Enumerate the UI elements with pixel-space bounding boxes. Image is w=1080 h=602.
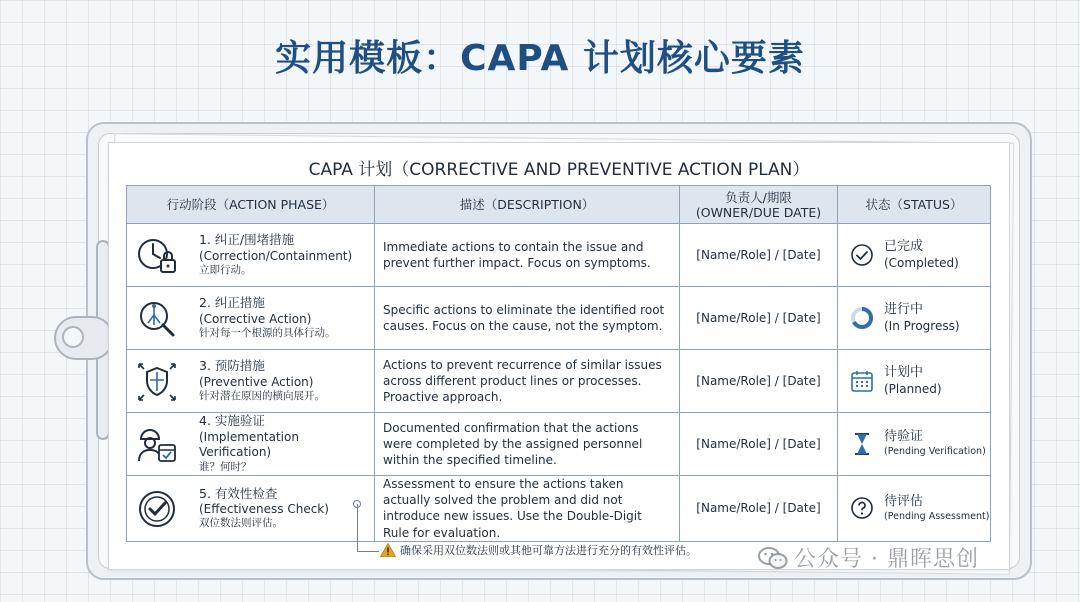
phase-english: (Correction/Containment): [199, 248, 353, 263]
status-label: 待验证: [884, 429, 924, 445]
phase-subtitle: 立即行动。: [199, 264, 252, 277]
watermark: [758, 542, 979, 573]
description-cell: Specific actions to eliminate the identified root causes. Focus on the cause, not the symptom.: [375, 287, 680, 350]
shield-arrows-icon: [135, 360, 179, 404]
sheet-title: CAPA 计划（CORRECTIVE AND PREVENTIVE ACTION PLAN）: [308, 160, 810, 180]
description-cell: Actions to prevent recurrence of similar issues across different product lines or processes. Proactive approach.: [375, 350, 680, 413]
phase-subtitle: 谁？何时？: [199, 460, 252, 473]
header-owner: [680, 186, 838, 224]
header-phase: 行动阶段（ACTION PHASE）: [127, 186, 375, 224]
table-row: [127, 350, 991, 413]
phase-cell: [127, 287, 375, 350]
phase-cell: [127, 413, 375, 476]
phase-english: (Effectiveness Check): [199, 501, 329, 516]
phase-cell: [127, 224, 375, 287]
phase-name: 2. 纠正措施: [199, 295, 265, 311]
phase-name: 1. 纠正/围堵措施: [199, 232, 295, 248]
status-english: (Planned): [884, 381, 942, 396]
calendar-icon: [850, 369, 874, 393]
inspector-calendar-icon: [135, 423, 179, 467]
status-english: (Pending Assessment): [884, 510, 990, 522]
phase-english: (Corrective Action): [199, 311, 312, 326]
status-cell: [838, 350, 991, 413]
status-cell: [838, 287, 991, 350]
footnote: [380, 542, 697, 558]
phase-cell: [127, 350, 375, 413]
status-label: 已完成: [884, 238, 924, 254]
status-english: (In Progress): [884, 318, 960, 333]
phase-subtitle: 针对每一个根源的具体行动。: [199, 327, 336, 340]
capa-table: [126, 185, 991, 542]
clock-lock-icon: [135, 234, 179, 278]
clipboard-hole: [62, 326, 84, 348]
owner-cell: [Name/Role] / [Date]: [680, 413, 838, 476]
progress-ring-icon: [850, 306, 874, 330]
phase-cell: [127, 476, 375, 542]
table-row: [127, 413, 991, 476]
warning-icon: [380, 543, 396, 557]
footnote-text: 确保采用双位数法则或其他可靠方法进行充分的有效性评估。: [400, 544, 697, 557]
status-label: 待评估: [884, 493, 924, 509]
table-row: [127, 287, 991, 350]
root-magnifier-icon: [135, 297, 179, 341]
header-status: 状态（STATUS）: [838, 186, 991, 224]
wechat-icon: [758, 546, 788, 570]
table-row: [127, 224, 991, 287]
table-row: [127, 476, 991, 542]
status-label: 计划中: [884, 364, 924, 380]
status-cell: [838, 224, 991, 287]
hourglass-icon: [850, 432, 874, 456]
status-label: 进行中: [884, 301, 924, 317]
table-header-row: [127, 186, 991, 224]
description-cell: Immediate actions to contain the issue and prevent further impact. Focus on symptoms.: [375, 224, 680, 287]
phase-name: 3. 预防措施: [199, 358, 265, 374]
header-owner-line1: 负责人/期限: [725, 189, 792, 205]
owner-cell: [Name/Role] / [Date]: [680, 350, 838, 413]
description-cell: Assessment to ensure the actions taken actually solved the problem and did not introduce new issues. Use the Double-Digit Rule for evaluation.: [375, 476, 680, 542]
phase-english: (Implementation Verification): [199, 429, 299, 460]
phase-subtitle: 双位数法则评估。: [199, 517, 283, 530]
question-circle-icon: [850, 496, 874, 520]
owner-cell: [Name/Role] / [Date]: [680, 476, 838, 542]
phase-name: 5. 有效性检查: [199, 485, 278, 501]
status-english: (Completed): [884, 255, 959, 270]
header-description: 描述（DESCRIPTION）: [375, 186, 680, 224]
phase-subtitle: 针对潜在原因的横向展开。: [199, 390, 325, 403]
phase-name: 4. 实施验证: [199, 413, 265, 429]
phase-english: (Preventive Action): [199, 374, 314, 389]
watermark-text: 公众号 · 鼎晖思创: [794, 547, 979, 572]
status-cell: [838, 476, 991, 542]
check-badge-icon: [135, 487, 179, 531]
owner-cell: [Name/Role] / [Date]: [680, 224, 838, 287]
owner-cell: [Name/Role] / [Date]: [680, 287, 838, 350]
check-circle-icon: [850, 243, 874, 267]
page-title: 实用模板：CAPA 计划核心要素: [275, 38, 805, 79]
status-english: (Pending Verification): [884, 446, 986, 458]
description-cell: Documented confirmation that the actions were completed by the assigned personnel within the specified timeline.: [375, 413, 680, 476]
status-cell: [838, 413, 991, 476]
header-owner-line2: (OWNER/DUE DATE): [695, 204, 822, 220]
note-connector: [357, 504, 379, 552]
